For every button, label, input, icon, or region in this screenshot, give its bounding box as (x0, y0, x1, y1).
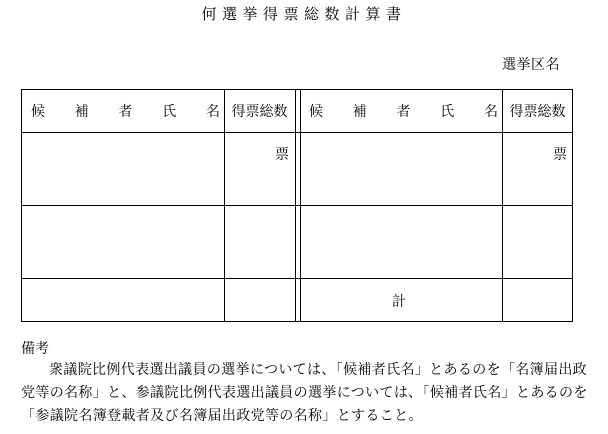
right-votes-header: 得票総数 (509, 104, 566, 120)
left-vote-unit: 票 (275, 147, 289, 163)
header-char: 氏 (162, 104, 177, 120)
document-title: 何選挙得票総数計算書 (201, 5, 407, 23)
header-char: 氏 (440, 104, 455, 120)
header-char: 名 (484, 104, 498, 120)
table-rule (22, 132, 572, 133)
left-votes-header: 得票総数 (231, 104, 288, 120)
right-candidate-name-header (300, 90, 502, 132)
header-char: 候 (309, 104, 323, 120)
header-char: 候 (31, 104, 45, 120)
left-candidate-name-header (22, 90, 224, 132)
header-char: 補 (352, 104, 367, 120)
vote-count-table (21, 89, 573, 322)
header-char: 者 (396, 104, 411, 120)
table-rule (22, 205, 572, 206)
table-rule (22, 278, 572, 279)
header-char: 補 (74, 104, 89, 120)
header-char: 名 (206, 104, 220, 120)
right-vote-unit: 票 (553, 147, 567, 163)
notes-body: 衆議院比例代表選出議員の選挙については、「候補者氏名」とあるのを「名簿届出政党等の名称」と、参議院比例代表選出議員の選挙については、「候補者氏名」とあるのを「参議院名簿登載者及び名簿届出政党等の名称」とすること。 (21, 362, 588, 424)
total-label: 計 (392, 294, 406, 310)
district-name-label: 選挙区名 (502, 57, 560, 73)
notes-heading: 備考 (21, 341, 49, 357)
header-char: 者 (118, 104, 133, 120)
table-rule (295, 90, 296, 321)
